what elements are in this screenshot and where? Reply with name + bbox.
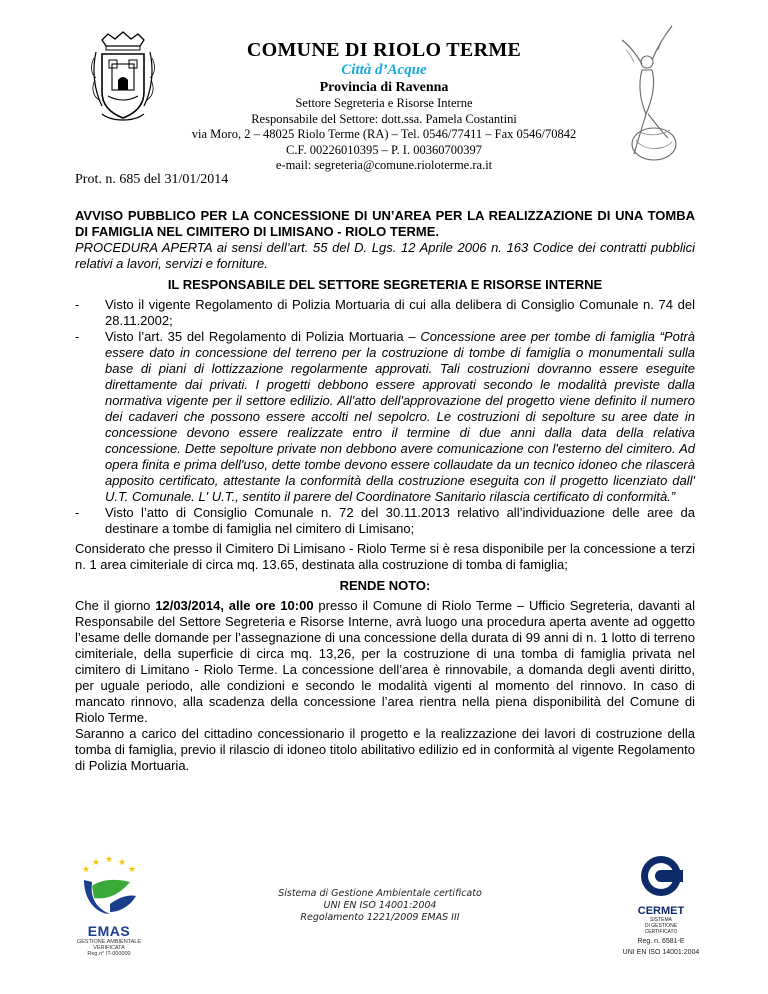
cermet-logo <box>622 852 700 957</box>
emas-caption-2: VERIFICATA <box>93 945 125 951</box>
province-name: Provincia di Ravenna <box>319 80 449 95</box>
announcement-intro: Che il giorno <box>75 598 156 613</box>
coat-of-arms-logo <box>88 30 158 126</box>
list-item <box>75 297 695 329</box>
emas-label: EMAS <box>87 923 131 939</box>
emas-logo <box>70 852 148 970</box>
office-name: Settore Segreteria e Risorse Interne <box>295 96 473 110</box>
announcement-paragraph <box>75 598 695 726</box>
emas-reg-number: Reg.n° IT-000000 <box>87 951 131 957</box>
emas-caption: GESTIONE AMBIENTALE <box>76 939 142 945</box>
cermet-caption-3: CERTIFICATO <box>644 929 678 935</box>
announcement-text: presso il Comune di Riolo Terme – Ufficio Segreteria, davanti al Responsabile del Settore Segreteria e Risorse Interne, avrà luogo una procedura aperta avente ad oggetto l’esame delle domande per l’assegnazione di una concessione della durata di 99 anni di n. 1 lotto di terreno cimiteriale, della superficie di circa mq. 13,26, per la costruzione di una tomba di famiglia privata nel cimitero di Limitano - Riolo Terme. La concessione dell’area è rinnovabile, a domanda degli aventi diritto, per uguale periodo, alle condizioni e secondo le modalità vigenti al momento del rinnovo. In caso di mancato rinnovo, alla scadenza della concessione l’area rientra nella piena disponibilità del Comune di Riolo Terme. <box>75 598 695 725</box>
announcement-date: 12/03/2014, alle ore 10:00 <box>155 598 314 613</box>
svg-text:★: ★ <box>91 857 101 867</box>
municipality-motto: Città d’Acque <box>341 62 427 78</box>
list-dash: - <box>75 505 80 520</box>
list-item <box>75 505 695 537</box>
list-dash: - <box>75 329 80 344</box>
statue-illustration <box>612 20 684 170</box>
cermet-reg-number: Reg. n. 6581-E <box>637 938 685 945</box>
tax-codes: C.F. 00226010395 – P. I. 00360700397 <box>286 142 482 157</box>
rende-noto-heading: RENDE NOTO: <box>339 578 431 593</box>
cermet-standard: UNI EN ISO 14001:2004 <box>622 949 700 956</box>
emas-emblem <box>70 852 148 918</box>
footer-line: Regolamento 1221/2009 EMAS III <box>300 912 460 923</box>
list-item-text: Visto il vigente Regolamento di Polizia Mortuaria di cui alla delibera di Consiglio Comunale n. 74 del 28.11.2002; <box>105 297 695 328</box>
considered-paragraph: Considerato che presso il Cimitero Di Limisano - Riolo Terme si è resa disponibile per la concessione a terzi n. 1 area cimiteriale di circa mq. 13.65, destinata alla costruzione di tomba di famiglia; <box>75 541 695 572</box>
procedure-line: PROCEDURA APERTA ai sensi dell’art. 55 del D. Lgs. 12 Aprile 2006 n. 163 Codice dei contratti pubblici relativi a lavori, servizi e forniture. <box>75 240 695 271</box>
svg-text:★: ★ <box>127 864 137 874</box>
office-address: via Moro, 2 – 48025 Riolo Terme (RA) – Tel. 0546/77411 – Fax 0546/70842 <box>191 127 577 141</box>
cermet-label: CERMET <box>637 905 685 917</box>
certification-footer <box>250 888 510 924</box>
list-item-text: Visto l’art. 35 del Regolamento di Polizia Mortuaria – <box>105 329 421 344</box>
list-item-text: Visto l’atto di Consiglio Comunale n. 72 del 30.11.2013 relativo all’individuazione delle aree da destinare a tombe di famiglia nel cimitero di Limisano; <box>105 505 695 536</box>
svg-text:★: ★ <box>81 864 91 874</box>
footer-line: Sistema di Gestione Ambientale certificato <box>278 888 482 899</box>
list-dash: - <box>75 297 80 312</box>
svg-text:★: ★ <box>104 854 114 864</box>
municipality-title: COMUNE DI RIOLO TERME <box>246 39 522 61</box>
footer-line: UNI EN ISO 14001:2004 <box>323 900 437 911</box>
list-item <box>75 329 695 505</box>
letterhead <box>150 38 618 174</box>
cermet-caption: SISTEMA <box>650 917 672 923</box>
section-heading: IL RESPONSABILE DEL SETTORE SEGRETERIA E RISORSE INTERNE <box>167 277 603 292</box>
office-manager: Responsabile del Settore: dott.ssa. Pamela Costantini <box>251 111 517 126</box>
protocol-number: Prot. n. 685 del 31/01/2014 <box>75 172 229 187</box>
svg-text:★: ★ <box>117 857 127 867</box>
office-email: e-mail: segreteria@comune.rioloterme.ra.it <box>275 158 493 172</box>
cermet-caption-2: DI GESTIONE <box>644 923 678 929</box>
regulation-quote: Concessione aree per tombe di famiglia “Potrà essere dato in concessione del terreno per la costruzione di tombe di famiglia o monumentali sulla base di piani di lottizzazione regolarmente approvati. Tali costruzioni dovranno essere eseguite direttamente dai privati. I progetti debbono essere approvati secondo le modalità previste dalla normativa vigente per il settore edilizio. All'atto dell'approvazione del progetto viene definito il numero dei cadaveri che possono essere accolti nel sepolcro. Le costruzioni di sepolture su aree date in concessione devono essere realizzate entro il termine di due anni dalla data della relativa concessione. Dette sepolture private non debbono avere comunicazione con l'esterno del cimitero. Ad opera finita e prima dell'uso, dette tombe devono essere collaudate da un tecnico idoneo che rilascerà apposito certificato, attestante la conformità della costruzione eseguita con il progetto licenziato dall' U.T. Comunale. L' U.T., sentito il parere del Coordinatore Sanitario rilascia certificato di conformità.” <box>105 329 695 504</box>
notice-body <box>75 208 695 774</box>
obligations-paragraph: Saranno a carico del cittadino concessionario il progetto e la realizzazione dei lavori di costruzione della tomba di famiglia, previo il rilascio di idoneo titolo abilitativo edilizio ed in conformità al vigente Regolamento di Polizia Mortuaria. <box>75 726 695 773</box>
cermet-emblem <box>626 852 696 900</box>
notice-title: AVVISO PUBBLICO PER LA CONCESSIONE DI UN’AREA PER LA REALIZZAZIONE DI UNA TOMBA DI FAMIGLIA NEL CIMITERO DI LIMISANO - RIOLO TERME. <box>75 208 695 239</box>
